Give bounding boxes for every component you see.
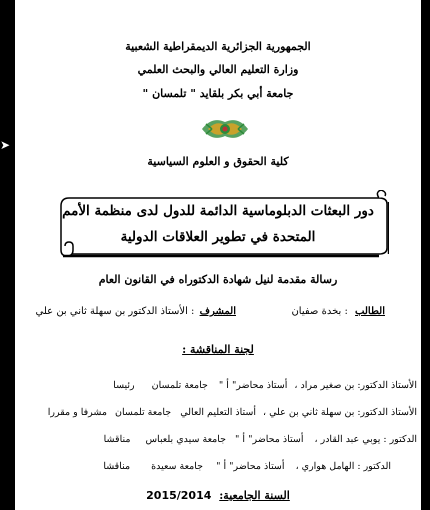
thesis-title-line-1: دور البعثات الدبلوماسية الدائمة للدول لدى منظمة الأمم xyxy=(62,203,374,219)
member-role: رئيسا xyxy=(113,380,135,391)
committee-member xyxy=(104,434,417,445)
student-label: الطالب xyxy=(355,306,385,317)
student-name: : بخدة صفيان xyxy=(291,306,348,317)
supervisor-row xyxy=(36,306,236,317)
member-rank: أستاذ محاضر" أ " xyxy=(235,434,304,445)
mouse-cursor-icon: ➤ xyxy=(0,138,11,152)
student-row xyxy=(291,306,385,317)
member-name: الأستاذ الدكتور: بن سهلة ثاني بن علي ، xyxy=(263,407,417,418)
member-role: مناقشا xyxy=(103,434,131,445)
supervisor-label: المشرف xyxy=(199,306,236,317)
committee-member xyxy=(48,407,417,418)
supervisor-name: : الأستاذ الدكتور بن سهلة ثاني بن علي xyxy=(35,306,195,317)
member-name: الدكتور : الهامل هواري ، xyxy=(295,461,391,472)
committee-heading xyxy=(15,343,421,356)
committee-member xyxy=(113,380,417,391)
university-line: جامعة أبي بكر بلقايد " تلمسان " xyxy=(142,87,294,100)
member-rank: أستاذ محاضر" أ " xyxy=(216,461,285,472)
republic-line: الجمهورية الجزائرية الديمقراطية الشعبية xyxy=(125,40,311,53)
document-page xyxy=(13,0,423,510)
member-institution: جامعة تلمسان xyxy=(114,407,172,418)
member-name: الأستاذ الدكتور: بن صغير مراد ، xyxy=(294,380,417,391)
member-institution: جامعة سعيدة xyxy=(151,461,204,472)
member-institution: جامعة سيدي بلعباس xyxy=(145,434,227,445)
member-institution: جامعة تلمسان xyxy=(151,380,208,391)
thesis-title-line-2: المتحدة في تطوير العلاقات الدولية xyxy=(120,229,316,245)
title-scroll-banner xyxy=(59,190,389,258)
academic-year-label: السنة الجامعية: xyxy=(219,489,290,502)
academic-year xyxy=(15,489,421,502)
member-rank: أستاذ محاضر" أ " xyxy=(218,380,288,391)
member-rank: أستاذ التعليم العالي xyxy=(180,407,256,418)
member-role: مشرفا و مقررا xyxy=(47,407,107,418)
member-name: الدكتور : يوبي عبد القادر ، xyxy=(314,434,417,445)
thesis-subtitle: رسالة مقدمة لنيل شهادة الدكتوراه في القانون العام xyxy=(98,273,338,286)
faculty-line: كلية الحقوق و العلوم السياسية xyxy=(147,155,289,168)
ministry-line: وزارة التعليم العالي والبحث العلمي xyxy=(137,63,299,76)
academic-year-value: 2015/2014 xyxy=(146,489,212,502)
committee-heading-text: لجنة المناقشة : xyxy=(182,343,254,356)
member-role: مناقشا xyxy=(103,461,131,472)
university-emblem-icon xyxy=(200,114,250,144)
committee-member xyxy=(103,461,391,472)
